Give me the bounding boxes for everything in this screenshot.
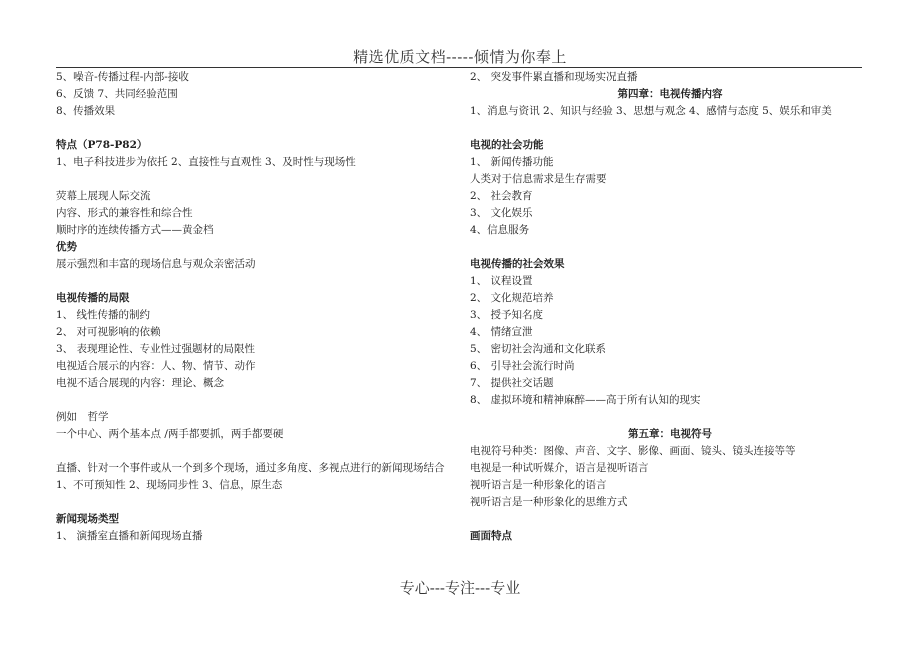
text-line: 内容、形式的兼容性和综合性: [56, 207, 193, 219]
text-line: 2、 文化规范培养: [470, 292, 554, 304]
text-line: 荧幕上展现人际交流: [56, 190, 151, 202]
text-line: 1、电子科技进步为依托 2、直接性与直观性 3、及时性与现场性: [56, 156, 356, 168]
text-line: 6、反馈 7、共同经验范围: [56, 88, 178, 100]
text-line: 1、消息与资讯 2、知识与经验 3、思想与观念 4、感情与态度 5、娱乐和审美: [470, 105, 832, 117]
text-line: 展示强烈和丰富的现场信息与观众亲密活动: [56, 258, 256, 270]
text-line: 电视适合展示的内容：人、物、情节、动作: [56, 360, 256, 372]
spacer: [56, 443, 456, 460]
text-line: 一个中心、两个基本点 /两手都要抓，两手都要硬: [56, 428, 284, 440]
page-footer: 专心---专注---专业: [399, 579, 521, 597]
spacer: [470, 409, 870, 426]
text-line: 视听语言是一种形象化的思维方式: [470, 496, 628, 508]
text-line: 电视不适合展现的内容：理论、概念: [56, 377, 224, 389]
text-line: 3、 文化娱乐: [470, 207, 533, 219]
chapter-heading-5: 第五章：电视符号: [628, 428, 712, 440]
text-line: 1、 演播室直播和新闻现场直播: [56, 530, 203, 542]
text-line: 6、 引导社会流行时尚: [470, 360, 575, 372]
spacer: [470, 511, 870, 528]
section-heading-picture-features: 画面特点: [470, 530, 512, 542]
text-line: 顺时序的连续传播方式——黄金档: [56, 224, 214, 236]
spacer: [56, 273, 456, 290]
spacer: [470, 239, 870, 256]
text-line: 5、噪音-传播过程-内部-接收: [56, 71, 189, 83]
section-heading-advantage: 优势: [56, 241, 77, 253]
text-line: 3、 授予知名度: [470, 309, 544, 321]
header-divider: [56, 67, 862, 68]
spacer: [56, 171, 456, 188]
spacer: [470, 120, 870, 137]
text-line: 7、 提供社交话题: [470, 377, 554, 389]
text-line: 4、信息服务: [470, 224, 530, 236]
text-line: 1、 新闻传播功能: [470, 156, 554, 168]
text-line: 5、 密切社会沟通和文化联系: [470, 343, 607, 355]
text-paragraph: 直播、针对一个事件或从一个到多个现场，通过多角度、多视点进行的新闻现场结合: [56, 462, 445, 474]
page-header: 精选优质文档-----倾情为你奉上: [353, 48, 567, 66]
text-line: 2、 突发事件累直播和现场实况直播: [470, 71, 638, 83]
left-column: [56, 69, 456, 545]
text-line: 1、 线性传播的制约: [56, 309, 151, 321]
text-line: 8、传播效果: [56, 105, 116, 117]
text-line: 电视符号种类：图像、声音、文字、影像、画面、镜头、镜头连接等等: [470, 445, 796, 457]
section-heading-features: 特点（P78-P82）: [56, 139, 148, 151]
section-heading-social-functions: 电视的社会功能: [470, 139, 544, 151]
spacer: [56, 494, 456, 511]
chapter-heading-4: 第四章：电视传播内容: [617, 88, 723, 100]
text-line: 3、 表现理论性、专业性过强题材的局限性: [56, 343, 256, 355]
text-line: 1、不可预知性 2、现场同步性 3、信息，原生态: [56, 479, 283, 491]
text-line: 电视是一种试听媒介，语言是视听语言: [470, 462, 649, 474]
section-heading-news-types: 新闻现场类型: [56, 513, 119, 525]
section-heading-social-effects: 电视传播的社会效果: [470, 258, 565, 270]
text-line: 2、 社会教育: [470, 190, 533, 202]
text-line: 1、 议程设置: [470, 275, 533, 287]
text-line: 视听语言是一种形象化的语言: [470, 479, 607, 491]
text-line: 4、 情绪宣泄: [470, 326, 533, 338]
text-line: 8、 虚拟环境和精神麻醉——高于所有认知的现实: [470, 394, 701, 406]
spacer: [56, 120, 456, 137]
text-line: 人类对于信息需求是生存需要: [470, 173, 607, 185]
right-column: [470, 69, 870, 545]
spacer: [56, 392, 456, 409]
text-line: 例如 哲学: [56, 411, 109, 423]
text-line: 2、 对可视影响的依赖: [56, 326, 161, 338]
section-heading-limits: 电视传播的局限: [56, 292, 130, 304]
